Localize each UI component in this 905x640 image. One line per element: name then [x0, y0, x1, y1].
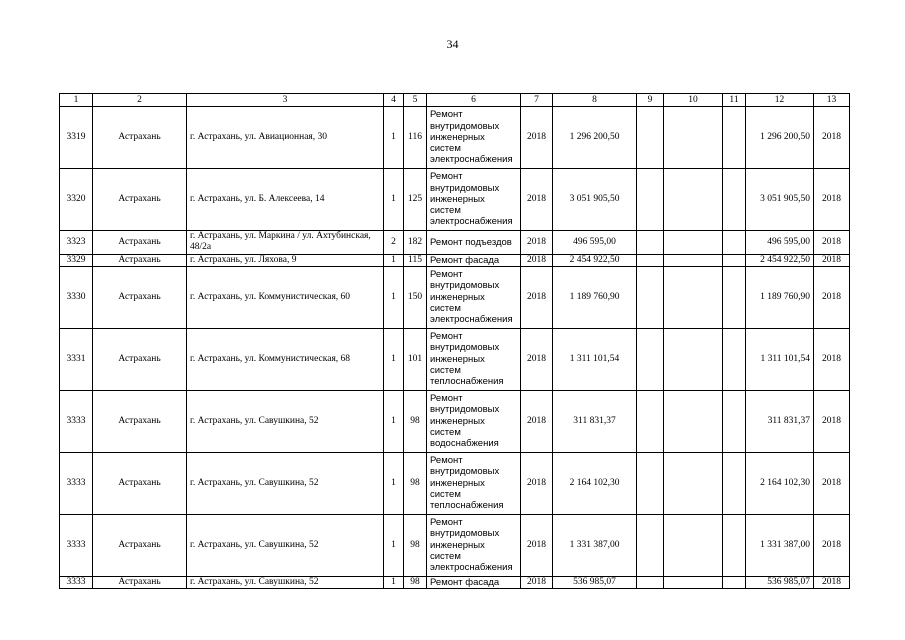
work-type-line: систем	[430, 205, 461, 217]
column-header-10: 10	[664, 94, 723, 107]
col4-cell: 1	[384, 390, 404, 452]
table-row	[60, 514, 850, 576]
work-type-line: систем	[430, 365, 461, 377]
column-header-7: 7	[521, 94, 553, 107]
col9-cell	[637, 231, 664, 255]
total-cell: 1 311 101,54	[746, 328, 814, 390]
col10-cell	[664, 576, 723, 588]
row-id: 3330	[60, 266, 93, 328]
city-cell: Астрахань	[93, 254, 187, 266]
address-cell: г. Астрахань, ул. Коммунистическая, 60	[187, 266, 384, 328]
col11-cell	[723, 390, 746, 452]
col10-cell	[664, 390, 723, 452]
city-cell: Астрахань	[93, 576, 187, 588]
col10-cell	[664, 452, 723, 514]
col11-cell	[723, 169, 746, 231]
cost-cell: 2 164 102,30	[553, 452, 637, 514]
table-body	[60, 107, 850, 589]
col10-cell	[664, 107, 723, 169]
row-id: 3333	[60, 390, 93, 452]
year-cell: 2018	[521, 328, 553, 390]
col5-cell: 115	[404, 254, 427, 266]
work-type-line: внутридомовых	[430, 280, 500, 292]
table-row	[60, 169, 850, 231]
work-type-line: Ремонт фасада	[430, 576, 500, 588]
table-row	[60, 576, 850, 588]
col11-cell	[723, 231, 746, 255]
table-row	[60, 266, 850, 328]
work-type-line: Ремонт	[430, 393, 463, 405]
work-type-cell	[427, 254, 521, 266]
work-type-line: Ремонт	[430, 331, 463, 343]
col5-cell: 116	[404, 107, 427, 169]
row-id: 3331	[60, 328, 93, 390]
city-cell: Астрахань	[93, 328, 187, 390]
table-row	[60, 390, 850, 452]
col10-cell	[664, 231, 723, 255]
end-year-cell: 2018	[814, 254, 850, 266]
year-cell: 2018	[521, 266, 553, 328]
row-id: 3323	[60, 231, 93, 255]
col4-cell: 1	[384, 254, 404, 266]
address-cell: г. Астрахань, ул. Савушкина, 52	[187, 576, 384, 588]
total-cell: 1 296 200,50	[746, 107, 814, 169]
col5-cell: 182	[404, 231, 427, 255]
col4-cell: 2	[384, 231, 404, 255]
work-type-line: электроснабжения	[430, 216, 513, 228]
col11-cell	[723, 254, 746, 266]
work-type-line: внутридомовых	[430, 182, 500, 194]
address-cell: г. Астрахань, ул. Б. Алексеева, 14	[187, 169, 384, 231]
work-type-line: систем	[430, 551, 461, 563]
col9-cell	[637, 266, 664, 328]
work-type-line: систем	[430, 303, 461, 315]
address-cell: г. Астрахань, ул. Авиационная, 30	[187, 107, 384, 169]
work-type-line: теплоснабжения	[430, 376, 504, 388]
cost-cell: 2 454 922,50	[553, 254, 637, 266]
end-year-cell: 2018	[814, 390, 850, 452]
work-type-line: инженерных	[430, 477, 485, 489]
work-type-line: внутридомовых	[430, 466, 500, 478]
cost-cell: 536 985,07	[553, 576, 637, 588]
table-header	[60, 94, 850, 107]
column-header-1: 1	[60, 94, 93, 107]
end-year-cell: 2018	[814, 576, 850, 588]
work-type-line: внутридомовых	[430, 404, 500, 416]
col10-cell	[664, 254, 723, 266]
work-type-line: инженерных	[430, 193, 485, 205]
column-header-8: 8	[553, 94, 637, 107]
address-cell: г. Астрахань, ул. Маркина / ул. Ахтубинская, 48/2а	[187, 231, 384, 255]
work-type-line: Ремонт подъездов	[430, 236, 512, 248]
address-cell: г. Астрахань, ул. Коммунистическая, 68	[187, 328, 384, 390]
col9-cell	[637, 254, 664, 266]
work-type-line: инженерных	[430, 539, 485, 551]
work-type-line: инженерных	[430, 131, 485, 143]
work-type-cell	[427, 576, 521, 588]
year-cell: 2018	[521, 452, 553, 514]
col5-cell: 101	[404, 328, 427, 390]
table-row	[60, 328, 850, 390]
col4-cell: 1	[384, 107, 404, 169]
col10-cell	[664, 169, 723, 231]
work-type-line: электроснабжения	[430, 314, 513, 326]
city-cell: Астрахань	[93, 452, 187, 514]
row-id: 3319	[60, 107, 93, 169]
col4-cell: 1	[384, 328, 404, 390]
work-type-line: инженерных	[430, 415, 485, 427]
col11-cell	[723, 107, 746, 169]
col9-cell	[637, 169, 664, 231]
work-type-line: систем	[430, 427, 461, 439]
city-cell: Астрахань	[93, 169, 187, 231]
col9-cell	[637, 390, 664, 452]
end-year-cell: 2018	[814, 107, 850, 169]
row-id: 3333	[60, 514, 93, 576]
work-type-line: инженерных	[430, 291, 485, 303]
address-cell: г. Астрахань, ул. Савушкина, 52	[187, 390, 384, 452]
work-type-cell	[427, 231, 521, 255]
table-row	[60, 107, 850, 169]
work-type-cell	[427, 107, 521, 169]
end-year-cell: 2018	[814, 231, 850, 255]
col5-cell: 98	[404, 576, 427, 588]
work-type-line: водоснабжения	[430, 438, 499, 450]
col5-cell: 98	[404, 514, 427, 576]
table-row	[60, 231, 850, 255]
work-type-line: внутридомовых	[430, 120, 500, 132]
work-type-cell	[427, 452, 521, 514]
year-cell: 2018	[521, 169, 553, 231]
col9-cell	[637, 576, 664, 588]
work-type-line: Ремонт фасада	[430, 254, 500, 266]
address-cell: г. Астрахань, ул. Савушкина, 52	[187, 452, 384, 514]
col4-cell: 1	[384, 266, 404, 328]
work-type-line: электроснабжения	[430, 562, 513, 574]
work-type-line: внутридомовых	[430, 528, 500, 540]
year-cell: 2018	[521, 514, 553, 576]
table-row	[60, 452, 850, 514]
col9-cell	[637, 514, 664, 576]
cost-cell: 1 331 387,00	[553, 514, 637, 576]
col10-cell	[664, 266, 723, 328]
end-year-cell: 2018	[814, 452, 850, 514]
cost-cell: 496 595,00	[553, 231, 637, 255]
total-cell: 496 595,00	[746, 231, 814, 255]
year-cell: 2018	[521, 254, 553, 266]
work-type-cell	[427, 390, 521, 452]
end-year-cell: 2018	[814, 514, 850, 576]
col9-cell	[637, 452, 664, 514]
cost-cell: 311 831,37	[553, 390, 637, 452]
total-cell: 2 454 922,50	[746, 254, 814, 266]
total-cell: 3 051 905,50	[746, 169, 814, 231]
cost-cell: 1 311 101,54	[553, 328, 637, 390]
col4-cell: 1	[384, 514, 404, 576]
city-cell: Астрахань	[93, 107, 187, 169]
col11-cell	[723, 328, 746, 390]
col10-cell	[664, 328, 723, 390]
row-id: 3320	[60, 169, 93, 231]
column-header-12: 12	[746, 94, 814, 107]
work-type-cell	[427, 266, 521, 328]
work-type-cell	[427, 328, 521, 390]
col11-cell	[723, 576, 746, 588]
row-id: 3333	[60, 452, 93, 514]
end-year-cell: 2018	[814, 169, 850, 231]
column-header-9: 9	[637, 94, 664, 107]
work-type-line: теплоснабжения	[430, 500, 504, 512]
city-cell: Астрахань	[93, 390, 187, 452]
end-year-cell: 2018	[814, 328, 850, 390]
work-type-line: систем	[430, 143, 461, 155]
row-id: 3333	[60, 576, 93, 588]
column-header-3: 3	[187, 94, 384, 107]
work-type-line: Ремонт	[430, 269, 463, 281]
cost-cell: 1 189 760,90	[553, 266, 637, 328]
city-cell: Астрахань	[93, 231, 187, 255]
col5-cell: 125	[404, 169, 427, 231]
cost-cell: 1 296 200,50	[553, 107, 637, 169]
col11-cell	[723, 514, 746, 576]
cost-cell: 3 051 905,50	[553, 169, 637, 231]
total-cell: 536 985,07	[746, 576, 814, 588]
column-header-5: 5	[404, 94, 427, 107]
col4-cell: 1	[384, 576, 404, 588]
year-cell: 2018	[521, 576, 553, 588]
work-type-line: Ремонт	[430, 455, 463, 467]
page-number: 34	[446, 37, 459, 51]
column-header-2: 2	[93, 94, 187, 107]
work-type-line: внутридомовых	[430, 342, 500, 354]
row-id: 3329	[60, 254, 93, 266]
work-type-cell	[427, 169, 521, 231]
city-cell: Астрахань	[93, 514, 187, 576]
col5-cell: 98	[404, 452, 427, 514]
col11-cell	[723, 452, 746, 514]
year-cell: 2018	[521, 231, 553, 255]
column-header-11: 11	[723, 94, 746, 107]
total-cell: 311 831,37	[746, 390, 814, 452]
col10-cell	[664, 514, 723, 576]
total-cell: 1 189 760,90	[746, 266, 814, 328]
total-cell: 2 164 102,30	[746, 452, 814, 514]
col4-cell: 1	[384, 452, 404, 514]
work-type-line: Ремонт	[430, 109, 463, 121]
col4-cell: 1	[384, 169, 404, 231]
work-type-line: Ремонт	[430, 517, 463, 529]
address-cell: г. Астрахань, ул. Ляхова, 9	[187, 254, 384, 266]
column-header-6: 6	[427, 94, 521, 107]
year-cell: 2018	[521, 390, 553, 452]
work-type-cell	[427, 514, 521, 576]
work-type-line: Ремонт	[430, 171, 463, 183]
year-cell: 2018	[521, 107, 553, 169]
column-header-13: 13	[814, 94, 850, 107]
registry-table	[59, 93, 850, 589]
header-row	[60, 94, 850, 107]
col5-cell: 98	[404, 390, 427, 452]
city-cell: Астрахань	[93, 266, 187, 328]
work-type-line: систем	[430, 489, 461, 501]
work-type-line: инженерных	[430, 353, 485, 365]
col11-cell	[723, 266, 746, 328]
address-cell: г. Астрахань, ул. Савушкина, 52	[187, 514, 384, 576]
col9-cell	[637, 328, 664, 390]
column-header-4: 4	[384, 94, 404, 107]
end-year-cell: 2018	[814, 266, 850, 328]
work-type-line: электроснабжения	[430, 154, 513, 166]
col9-cell	[637, 107, 664, 169]
total-cell: 1 331 387,00	[746, 514, 814, 576]
col5-cell: 150	[404, 266, 427, 328]
table-row	[60, 254, 850, 266]
